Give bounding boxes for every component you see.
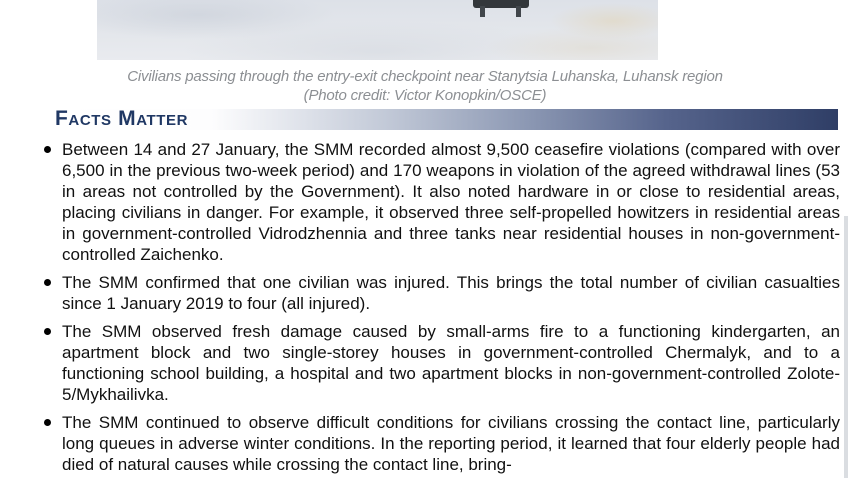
- photo-caption-line2: (Photo credit: Victor Konopkin/OSCE): [303, 87, 547, 104]
- bullet-icon: [44, 328, 51, 335]
- bullet-text: The SMM continued to observe difficult conditions for civilians crossing the contact line, particularly long queues in adverse winter conditions. In the reporting period, it learned that four elderly people had died of natural causes while crossing the contact line, bring-: [62, 413, 840, 474]
- photo-bench-object: [473, 0, 529, 8]
- bullet-text: Between 14 and 27 January, the SMM recorded almost 9,500 ceasefire violations (compared with over 6,500 in the previous two-week period) and 170 weapons in violation of the agreed withdrawal lines (53 in areas not controlled by the Government). It also noted hardware in or close to residential areas, placing civilians in danger. For example, it observed three self-propelled howitzers in residential areas in government-controlled Vidrodzhennia and three tanks near residential houses in non-government-controlled Zaichenko.: [62, 140, 840, 264]
- bullet-text: The SMM observed fresh damage caused by small-arms fire to a functioning kindergarten, an apartment block and two single-storey houses in government-controlled Chermalyk, and to a functioning school building, a hospital and two apartment blocks in non-government-controlled Zolote-5/Mykhailivka.: [62, 322, 840, 404]
- section-title: Facts Matter: [55, 107, 189, 130]
- bullet-item-fresh-damage: [40, 321, 840, 405]
- bullet-item-civilian-casualties: [40, 272, 840, 314]
- bullet-text: The SMM confirmed that one civilian was injured. This brings the total number of civilian casualties since 1 January 2019 to four (all injured).: [62, 273, 840, 313]
- bullet-list: [40, 139, 840, 478]
- photo-bench-leg: [516, 6, 521, 17]
- photo-caption-line1: Civilians passing through the entry-exit checkpoint near Stanytsia Luhanska, Luhansk region: [127, 68, 723, 85]
- bullet-item-crossing-conditions: [40, 412, 840, 475]
- bullet-icon: [44, 419, 51, 426]
- bullet-icon: [44, 146, 51, 153]
- bullet-item-ceasefire-violations: [40, 139, 840, 265]
- facts-matter-header: [55, 107, 838, 130]
- checkpoint-photo: [97, 0, 658, 60]
- photo-caption: [0, 67, 850, 105]
- photo-bench-leg: [480, 6, 485, 17]
- bullet-icon: [44, 279, 51, 286]
- right-edge-line: [844, 216, 848, 478]
